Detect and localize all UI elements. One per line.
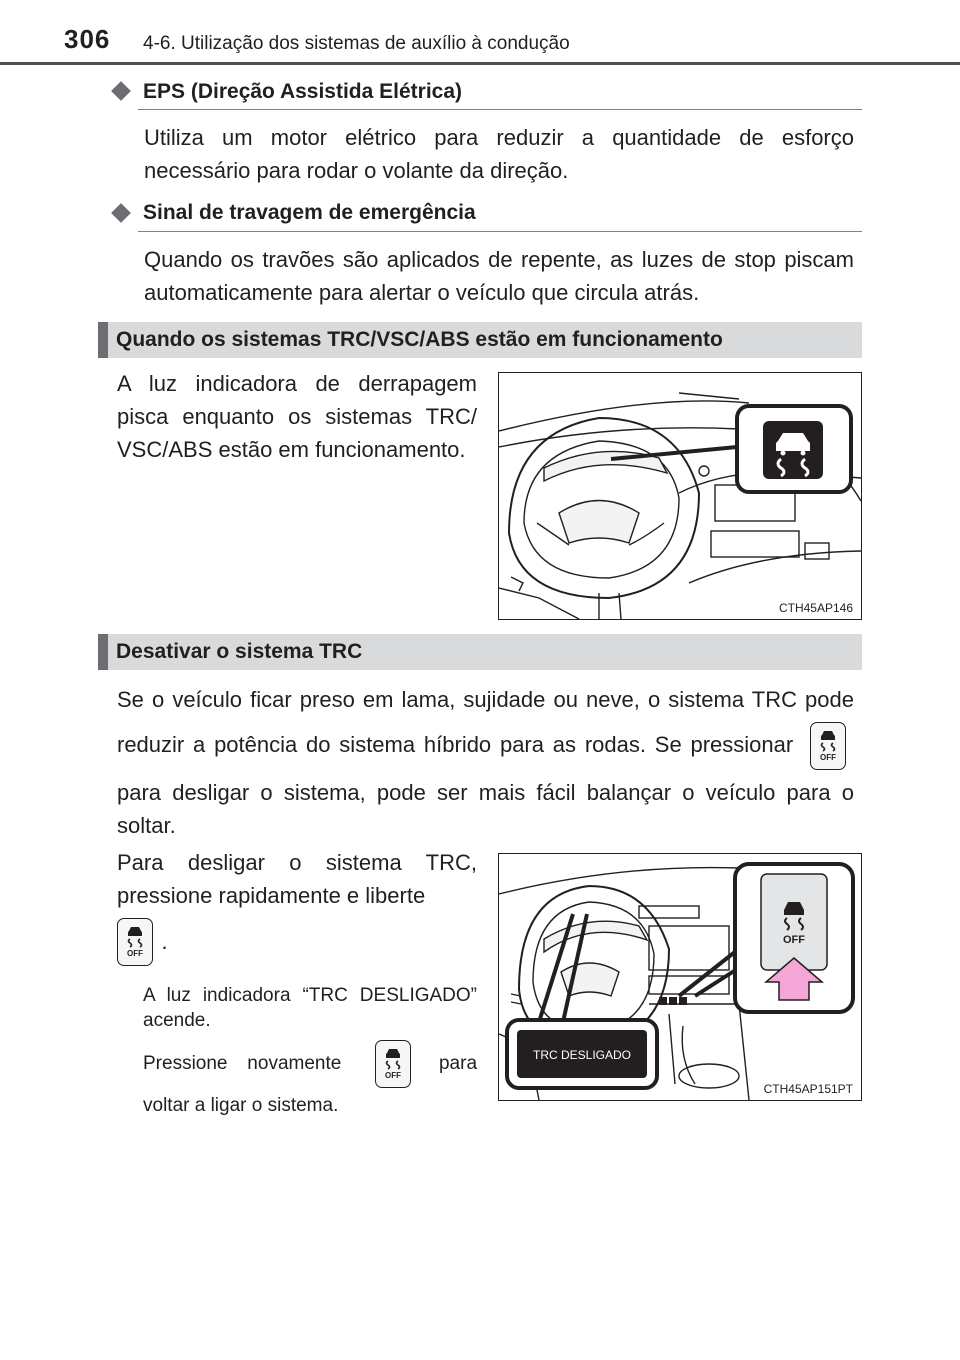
vsc-off-button-icon (810, 722, 846, 770)
diamond-bullet-icon (111, 81, 131, 101)
svg-text:OFF: OFF (783, 934, 805, 946)
note-part1: Pressione novamente (143, 1053, 342, 1075)
vsc-off-button-icon (375, 1040, 411, 1088)
brake-signal-body: Quando os travões são aplicados de repente, as luzes de stop piscam automaticamente para alertar o veículo que circula atrás. (144, 247, 854, 305)
trc-disable-body-part1: Se o veículo ficar preso em lama, sujidade ou neve, o sistema TRC pode reduzir a potência do sistema híbrido para as rodas. Se pressionar (117, 687, 854, 757)
dashboard-illustration (499, 373, 861, 619)
section-heading-trc-operating (98, 322, 862, 358)
slip-indicator-icon (763, 421, 823, 479)
running-head: 4-6. Utilização dos sistemas de auxílio à condução (143, 33, 570, 54)
eps-body: Utiliza um motor elétrico para reduzir a quantidade de esforço necessário para rodar o volante da direção. (144, 125, 854, 183)
svg-text:OFF: OFF (385, 1071, 402, 1080)
svg-text:OFF: OFF (819, 753, 836, 762)
eps-rule (138, 109, 862, 110)
brake-signal-rule (138, 231, 862, 232)
dashboard-illustration-trc (499, 854, 861, 1100)
brake-signal-title: Sinal de travagem de emergência (143, 201, 476, 224)
trc-note-indicator: A luz indicadora “TRC DESLIGADO” acende. (143, 985, 477, 1031)
figure-code: CTH45AP146 (778, 601, 853, 615)
figure-code: CTH45AP151PT (763, 1082, 853, 1096)
section-heading-text: Quando os sistemas TRC/VSC/ABS estão em funcionamento (116, 328, 723, 351)
vsc-off-button-large (761, 874, 827, 970)
trc-disable-body-part2: para desligar o sistema, pode ser mais fácil balançar o veículo para o soltar. (117, 780, 854, 838)
diamond-bullet-icon (111, 203, 131, 223)
press-period: . (161, 929, 168, 954)
switch-row (659, 997, 687, 1005)
note-part2: para voltar a ligar o sistema. (143, 1053, 478, 1116)
trc-disable-body (117, 683, 854, 842)
trc-off-display-text: TRC DESLIGADO (532, 1048, 632, 1062)
trc-operating-body: A luz indicadora de derrapagem pisca enquanto os sistemas TRC/ VSC/ABS estão em funcionamento. (117, 371, 477, 462)
eps-title: EPS (Direção Assistida Elétrica) (143, 80, 463, 103)
trc-press-instruction: Para desligar o sistema TRC, pressione rapidamente e liberte (117, 850, 477, 908)
figure-slip-indicator (498, 372, 862, 620)
trc-press-button-row (117, 918, 168, 966)
trc-note-reenable (143, 1040, 477, 1124)
section-heading-trc-disable (98, 634, 862, 670)
vsc-off-button-icon (117, 918, 153, 966)
svg-text:OFF: OFF (127, 949, 143, 958)
section-heading-text: Desativar o sistema TRC (116, 640, 363, 663)
page-number: 306 (64, 24, 111, 54)
figure-trc-off (498, 853, 862, 1101)
header-rule (0, 62, 960, 65)
